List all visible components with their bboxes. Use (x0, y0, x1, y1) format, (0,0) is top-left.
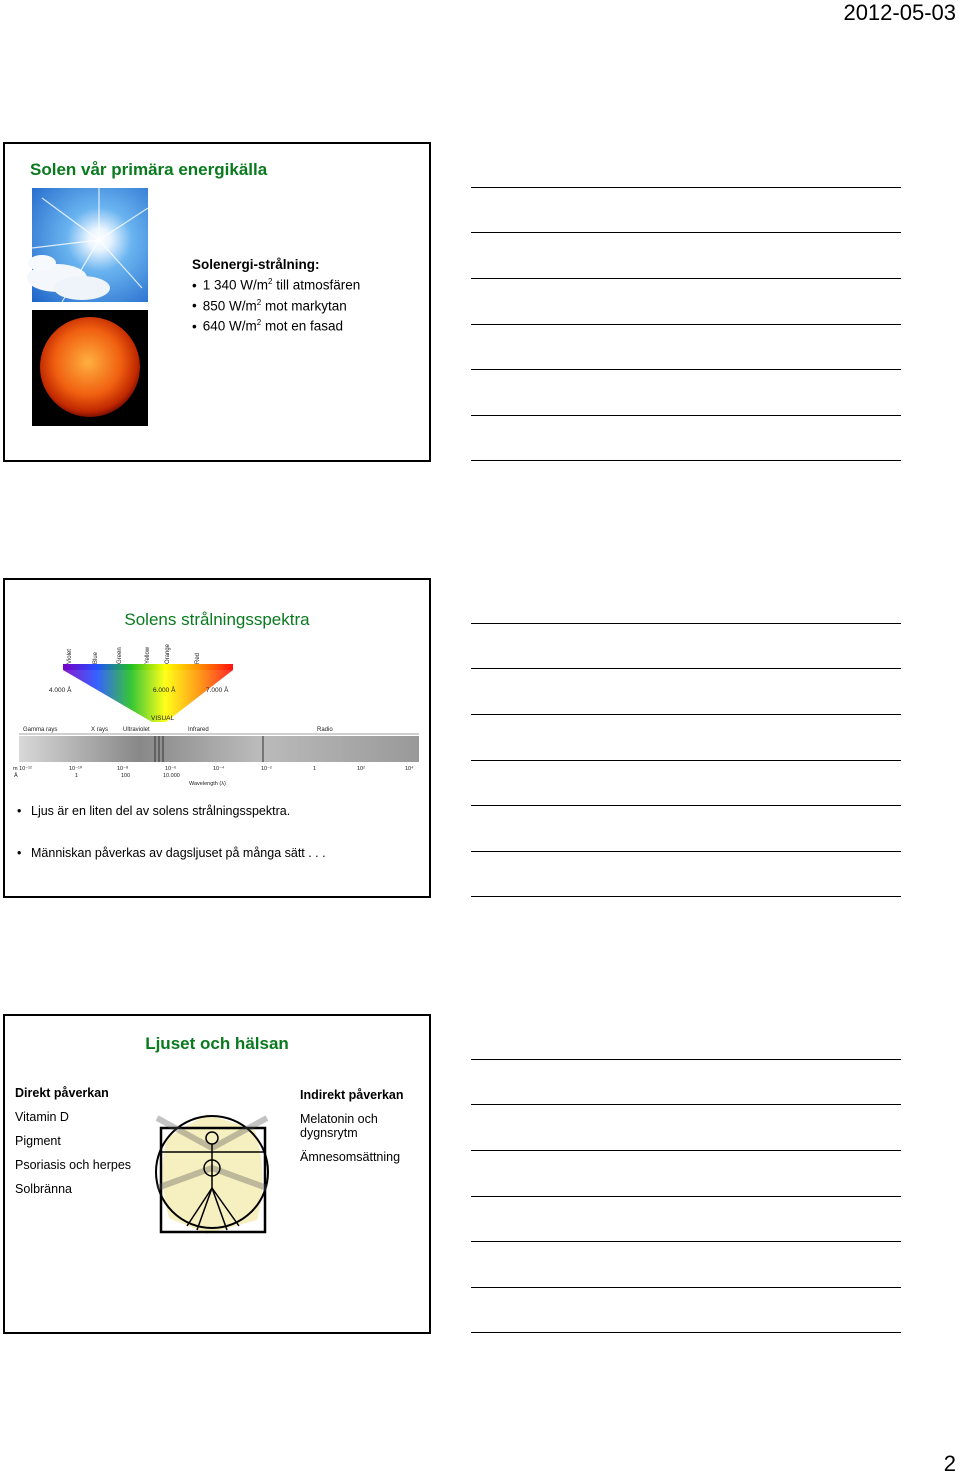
tick-label: 10⁻¹⁰ (69, 766, 83, 772)
list-item: Melatonin och dygnsrytm (300, 1112, 378, 1140)
header-date: 2012-05-03 (843, 0, 956, 25)
vitruvian-man-image (147, 1108, 273, 1236)
tick-label: 10⁻⁴ (213, 766, 225, 772)
radiation-text (192, 256, 360, 335)
color-label: Blue (93, 651, 99, 664)
indirect-effects-list (300, 1088, 425, 1174)
tick-label: 10⁻⁸ (117, 766, 129, 772)
tick-label: 10.000 (163, 773, 180, 779)
sky-sun-image (32, 188, 148, 302)
color-label: Violet (67, 649, 73, 664)
band-label: X rays (91, 727, 109, 733)
slide-title: Solen vår primära energikälla (30, 160, 268, 179)
angstrom-mark: 6.000 Å (153, 687, 176, 694)
tick-label: 1 (75, 773, 79, 779)
list-heading: Indirekt påverkan (300, 1088, 404, 1102)
slide-bullet: • Ljus är en liten del av solens strålningsspektra. (31, 804, 290, 818)
radiation-bullet: • 1 340 $W/m^2$ till atmosfären (192, 273, 360, 294)
sun-image (32, 310, 148, 426)
list-item: Pigment (15, 1134, 61, 1148)
slide-title: Ljuset och hälsan (145, 1034, 289, 1053)
angstrom-mark: 4.000 Å (49, 687, 72, 694)
tick-label: Å (14, 773, 18, 779)
radiation-bullet: • 640 $W/m^2$ mot en fasad (192, 314, 360, 335)
color-labels (67, 643, 201, 664)
color-label: Yellow (145, 646, 151, 664)
slide-1 (3, 142, 431, 462)
band-label: Radio (317, 727, 333, 733)
spectrum-diagram (11, 643, 423, 787)
color-label: Green (117, 647, 123, 664)
tick-label: 10⁴ (405, 766, 414, 772)
direct-effects-list (15, 1086, 131, 1206)
band-label: Infrared (188, 727, 209, 733)
tick-label: m 10⁻¹² (13, 766, 32, 772)
tick-label: 10⁻² (261, 766, 272, 772)
tick-label: 100 (121, 773, 131, 779)
list-heading: Direkt påverkan (15, 1086, 109, 1100)
radiation-bullet: • 850 $W/m^2$ mot markytan (192, 294, 360, 315)
slide-2 (3, 578, 431, 898)
slide-bullet: • Människan påverkas av dagsljuset på många sätt . . . (31, 846, 326, 860)
band-label: Gamma rays (23, 727, 58, 733)
radiation-heading: Solenergi-strålning: (192, 257, 320, 272)
list-item: Solbränna (15, 1182, 72, 1196)
list-item: Ämnesomsättning (300, 1150, 401, 1164)
axis-label: Wavelength (λ) (189, 781, 226, 787)
visual-label: VISUAL (151, 715, 175, 722)
page-number: 2 (943, 1451, 956, 1476)
slide-3 (3, 1014, 431, 1334)
tick-label: 10² (357, 766, 365, 772)
list-item: Psoriasis och herpes (15, 1158, 132, 1172)
list-item: Vitamin D (15, 1110, 69, 1124)
tick-label: 1 (313, 766, 317, 772)
color-label: Orange (165, 643, 171, 664)
slide-title: Solens strålningsspektra (124, 610, 310, 629)
tick-label: 10⁻⁶ (165, 766, 177, 772)
band-label: Ultraviolet (123, 727, 150, 733)
angstrom-mark: 7.000 Å (206, 687, 229, 694)
color-label: Red (195, 652, 201, 664)
